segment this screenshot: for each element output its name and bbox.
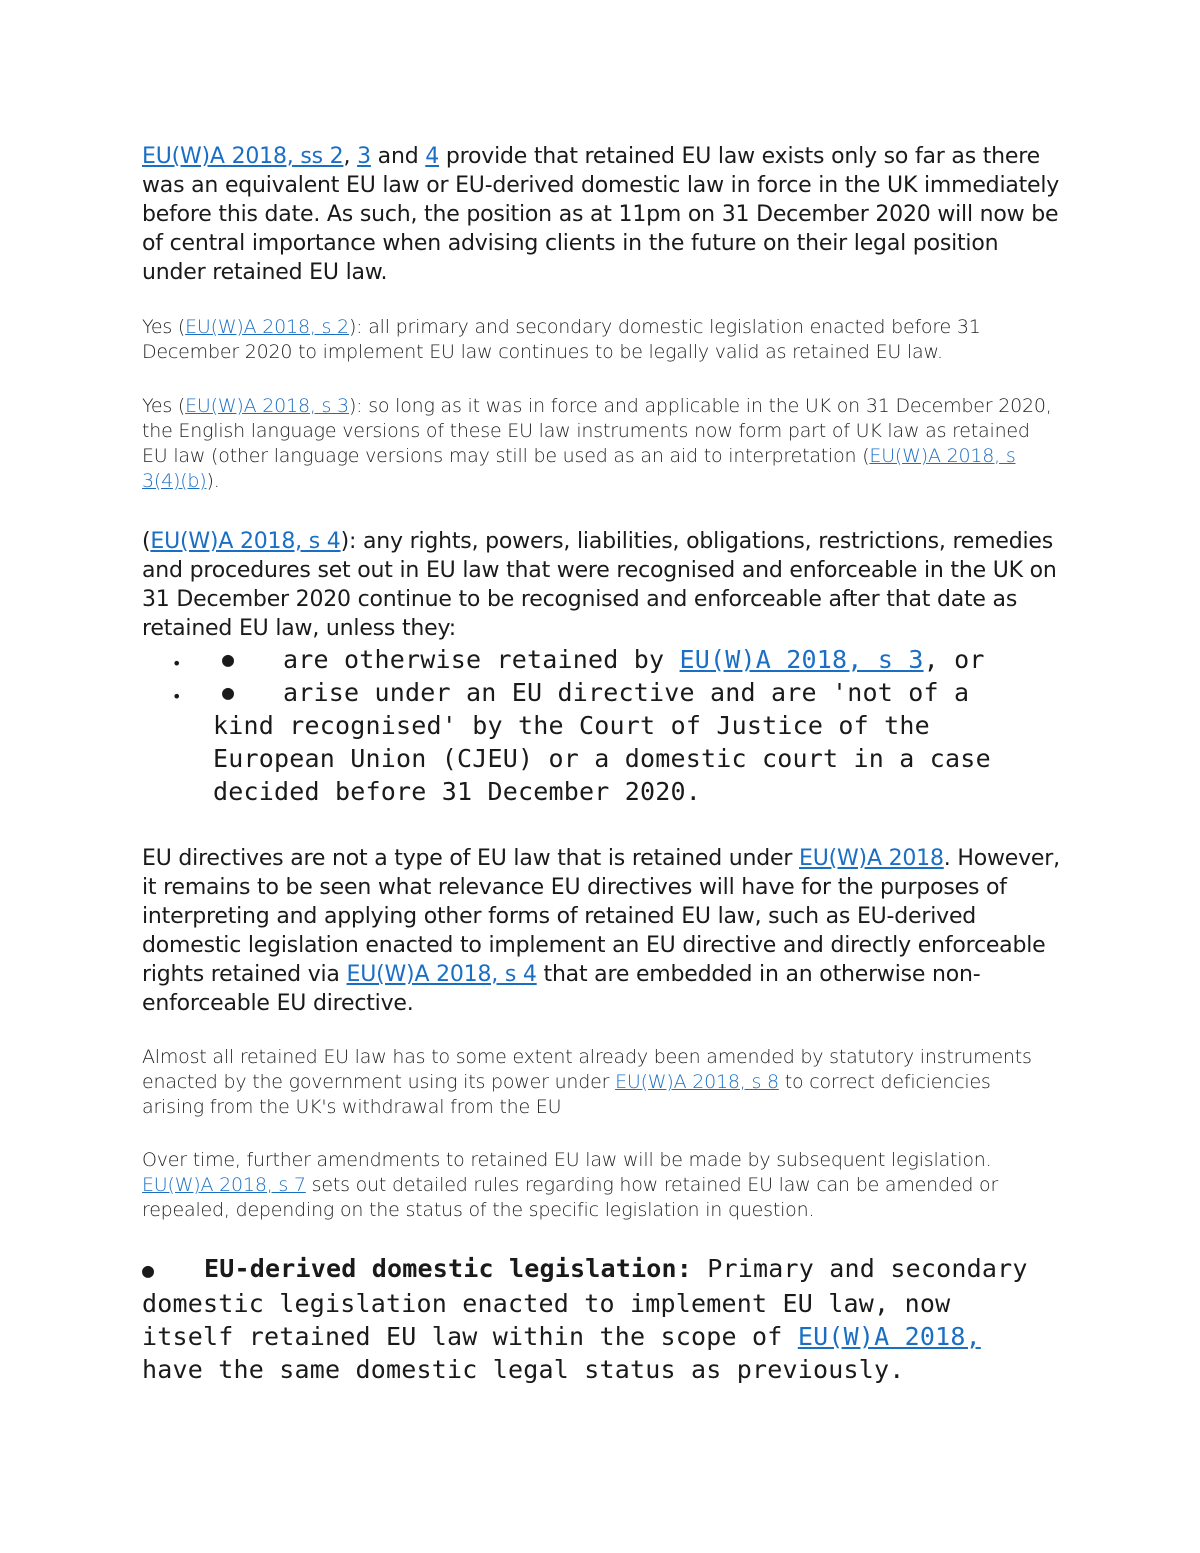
bullet-icon: ● xyxy=(222,647,235,671)
document-page xyxy=(142,142,1072,1386)
link-euwa-s4-directives[interactable]: EU(W)A 2018, s 4 xyxy=(346,962,537,987)
exceptions-list xyxy=(0,643,1000,808)
link-euwa-ss2[interactable]: EU(W)A 2018, ss 2 xyxy=(142,144,344,169)
paragraph-eu-derived-legislation: ● EU-derived domestic legislation: Primary and secondary domestic legislation enacted to implement EU law, now itself retained EU law within the scope of EU(W)A 2018, have the same domestic legal status as previously. xyxy=(142,1254,1028,1384)
paragraph-s8-amendments: Almost all retained EU law has to some extent already been amended by statutory instruments enacted by the government using its power under EU(W)A 2018, s 8 to correct deficiencies arising from the UK's withdrawal from the EU xyxy=(142,1046,1032,1118)
section-heading: EU-derived domestic legislation: xyxy=(204,1254,693,1283)
list-item xyxy=(0,676,1000,808)
link-euwa-2018[interactable]: EU(W)A 2018 xyxy=(799,846,944,871)
paragraph-eu-directives: EU directives are not a type of EU law that is retained under EU(W)A 2018. However, it remains to be seen what relevance EU directives will have for the purposes of interpreting and applying other forms of retained EU law, such as EU-derived domestic legislation enacted to implement an EU directive and directly enforceable rights retained via EU(W)A 2018, s 4 that are embedded in an otherwise non-enforceable EU directive. xyxy=(142,846,1060,1016)
link-euwa-s2[interactable]: EU(W)A 2018, s 2 xyxy=(185,316,349,338)
paragraph-s2-answer: Yes (EU(W)A 2018, s 2): all primary and secondary domestic legislation enacted before 31 December 2020 to implement EU law continues to be legally valid as retained EU law. xyxy=(142,316,981,363)
list-item-text: arise under an EU directive and are 'not of a kind recognised' by the Court of Justice of the European Union (CJEU) or a domestic court in a case decided before 31 December 2020. xyxy=(213,678,991,806)
link-euwa-s3-answer[interactable]: EU(W)A 2018, s 3 xyxy=(185,395,349,417)
bullet-icon: • xyxy=(172,654,182,673)
list-item-text: are otherwise retained by EU(W)A 2018, s 3, or xyxy=(283,645,985,674)
bullet-icon: • xyxy=(172,687,182,706)
link-euwa-s8[interactable]: EU(W)A 2018, s 8 xyxy=(615,1071,779,1093)
link-euwa-s4[interactable]: 4 xyxy=(425,144,440,169)
paragraph-s4-rights: (EU(W)A 2018, s 4): any rights, powers, liabilities, obligations, restrictions, remedies and procedures set out in EU law that were recognised and enforceable in the UK on 31 December 2020 continue to be recognised and enforceable after that date as retained EU law, unless they: xyxy=(142,529,1057,641)
link-euwa-2018-final[interactable]: EU(W)A 2018, xyxy=(797,1322,981,1351)
paragraph-s3-answer: Yes (EU(W)A 2018, s 3): so long as it was in force and applicable in the UK on 31 December 2020, the English language versions of these EU law instruments now form part of UK law as retained EU law (other language versions may still be used as an aid to interpretation (EU(W)A 2018, s 3(4)(b)). xyxy=(142,395,1052,492)
bullet-icon: ● xyxy=(142,1258,155,1282)
list-item xyxy=(0,643,1000,676)
link-euwa-s3-4-b[interactable]: EU(W)A 2018, s 3(4)(b) xyxy=(142,445,1016,492)
link-euwa-s3[interactable]: 3 xyxy=(357,144,371,169)
link-euwa-s3-bullet[interactable]: EU(W)A 2018, s 3 xyxy=(679,645,924,674)
link-euwa-s7[interactable]: EU(W)A 2018, s 7 xyxy=(142,1174,306,1196)
paragraph-retained-law-scope: EU(W)A 2018, ss 2, 3 and 4 provide that retained EU law exists only so far as there was an equivalent EU law or EU-derived domestic law in force in the UK immediately before this date. As such, the position as at 11pm on 31 December 2020 will now be of central importance when advising clients in the future on their legal position under retained EU law. xyxy=(142,144,1060,285)
bullet-icon: ● xyxy=(222,680,235,704)
link-euwa-s4-rights[interactable]: EU(W)A 2018, s 4 xyxy=(150,529,341,554)
paragraph-s7-amendments: Over time, further amendments to retained EU law will be made by subsequent legislation. EU(W)A 2018, s 7 sets out detailed rules regarding how retained EU law can be amended or repealed, depending on the status of the specific legislation in question. xyxy=(142,1149,999,1221)
